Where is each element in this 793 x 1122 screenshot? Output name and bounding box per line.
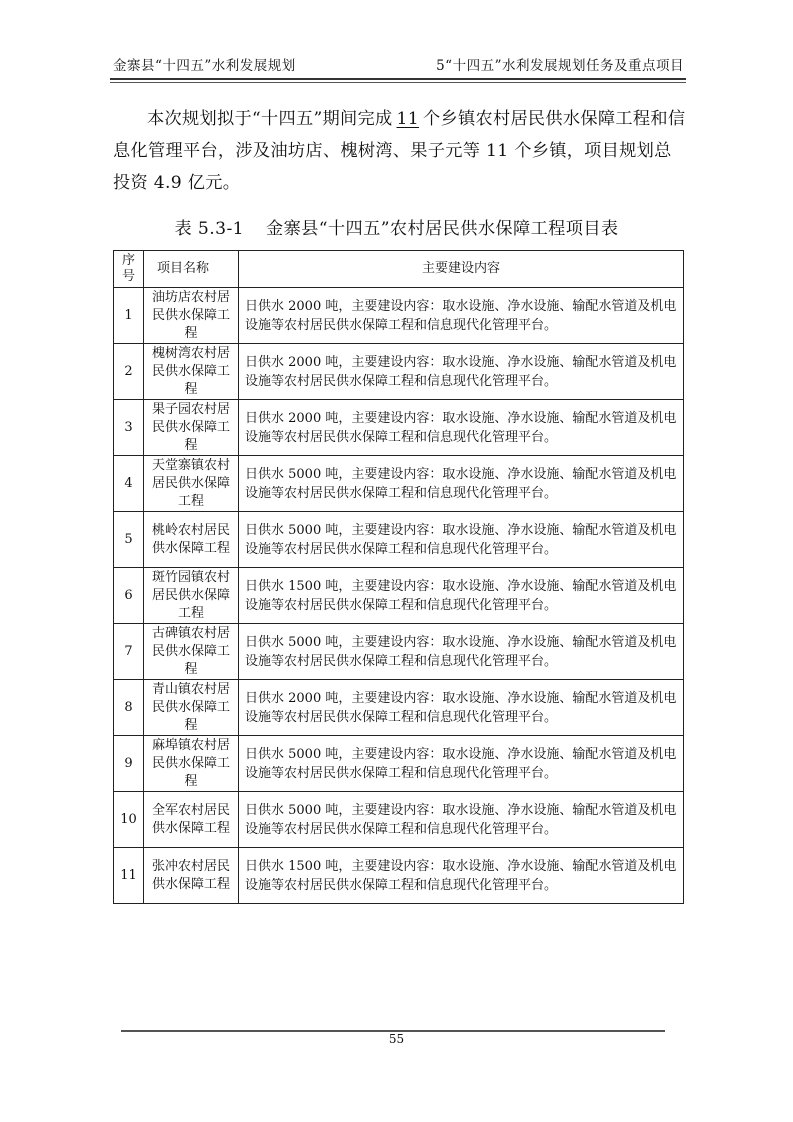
table-row (114, 568, 684, 624)
table-row (114, 288, 684, 344)
table-row (114, 512, 684, 568)
table-caption-title: 金寨县“十四五”农村居民供水保障工程项目表 (265, 219, 619, 239)
row-project-name: 果子园农村居民供水保障工程 (144, 400, 239, 456)
header-cell-name: 项目名称 (144, 251, 239, 288)
row-construction-content: 日供水 5000 吨，主要建设内容：取水设施、净水设施、输配水管道及机电设施等农村居民供水保障工程和信息现代化管理平台。 (239, 792, 684, 848)
row-number: 4 (114, 456, 144, 512)
table-caption (0, 214, 793, 239)
row-project-name: 斑竹园镇农村居民供水保障工程 (144, 568, 239, 624)
header-divider-thin (110, 82, 686, 83)
row-project-name: 桃岭农村居民供水保障工程 (144, 512, 239, 568)
row-number: 2 (114, 344, 144, 400)
page-header (113, 54, 684, 78)
row-number: 9 (114, 736, 144, 792)
row-project-name: 全军农村居民供水保障工程 (144, 792, 239, 848)
row-construction-content: 日供水 2000 吨，主要建设内容：取水设施、净水设施、输配水管道及机电设施等农村居民供水保障工程和信息现代化管理平台。 (239, 400, 684, 456)
row-project-name: 槐树湾农村居民供水保障工程 (144, 344, 239, 400)
row-number: 6 (114, 568, 144, 624)
row-construction-content: 日供水 2000 吨，主要建设内容：取水设施、净水设施、输配水管道及机电设施等农村居民供水保障工程和信息现代化管理平台。 (239, 344, 684, 400)
page-number: 55 (388, 1032, 405, 1046)
header-chapter-title: 5“十四五”水利发展规划任务及重点项目 (436, 58, 684, 74)
project-table (113, 250, 684, 904)
row-construction-content: 日供水 2000 吨，主要建设内容：取水设施、净水设施、输配水管道及机电设施等农村居民供水保障工程和信息现代化管理平台。 (239, 680, 684, 736)
row-project-name: 古碑镇农村居民供水保障工程 (144, 624, 239, 680)
paragraph-text-start: 本次规划拟于“十四五”期间完成 (147, 109, 393, 129)
row-construction-content: 日供水 2000 吨，主要建设内容：取水设施、净水设施、输配水管道及机电设施等农村居民供水保障工程和信息现代化管理平台。 (239, 288, 684, 344)
row-construction-content: 日供水 1500 吨，主要建设内容：取水设施、净水设施、输配水管道及机电设施等农村居民供水保障工程和信息现代化管理平台。 (239, 848, 684, 904)
row-construction-content: 日供水 1500 吨，主要建设内容：取水设施、净水设施、输配水管道及机电设施等农村居民供水保障工程和信息现代化管理平台。 (239, 568, 684, 624)
row-construction-content: 日供水 5000 吨，主要建设内容：取水设施、净水设施、输配水管道及机电设施等农村居民供水保障工程和信息现代化管理平台。 (239, 512, 684, 568)
table-row (114, 736, 684, 792)
row-number: 11 (114, 848, 144, 904)
row-construction-content: 日供水 5000 吨，主要建设内容：取水设施、净水设施、输配水管道及机电设施等农村居民供水保障工程和信息现代化管理平台。 (239, 624, 684, 680)
row-project-name: 油坊店农村居民供水保障工程 (144, 288, 239, 344)
body-paragraph (113, 103, 689, 199)
row-number: 10 (114, 792, 144, 848)
row-number: 7 (114, 624, 144, 680)
row-project-name: 张冲农村居民供水保障工程 (144, 848, 239, 904)
row-project-name: 麻埠镇农村居民供水保障工程 (144, 736, 239, 792)
paragraph-text-end: 个乡镇农村居民供水保障工程和信息化管理平台，涉及油坊店、槐树湾、果子元等 11 个乡镇，项目规划总投资 4.9 亿元。 (113, 109, 686, 193)
paragraph-underlined-count: 11 (396, 109, 419, 129)
table-row (114, 680, 684, 736)
table-row (114, 848, 684, 904)
row-number: 8 (114, 680, 144, 736)
header-document-title: 金寨县“十四五”水利发展规划 (113, 58, 296, 74)
row-number: 3 (114, 400, 144, 456)
row-construction-content: 日供水 5000 吨，主要建设内容：取水设施、净水设施、输配水管道及机电设施等农村居民供水保障工程和信息现代化管理平台。 (239, 456, 684, 512)
table-caption-number: 表 5.3-1 (174, 219, 244, 239)
header-cell-content: 主要建设内容 (239, 251, 684, 288)
table-row (114, 400, 684, 456)
table-row (114, 792, 684, 848)
table-row (114, 456, 684, 512)
header-divider-thick (110, 78, 686, 80)
header-cell-no: 序号 (114, 251, 144, 288)
row-number: 1 (114, 288, 144, 344)
row-number: 5 (114, 512, 144, 568)
row-project-name: 青山镇农村居民供水保障工程 (144, 680, 239, 736)
table-header-row (114, 251, 684, 288)
table-row (114, 344, 684, 400)
table-row (114, 624, 684, 680)
row-project-name: 天堂寨镇农村居民供水保障工程 (144, 456, 239, 512)
row-construction-content: 日供水 5000 吨，主要建设内容：取水设施、净水设施、输配水管道及机电设施等农村居民供水保障工程和信息现代化管理平台。 (239, 736, 684, 792)
